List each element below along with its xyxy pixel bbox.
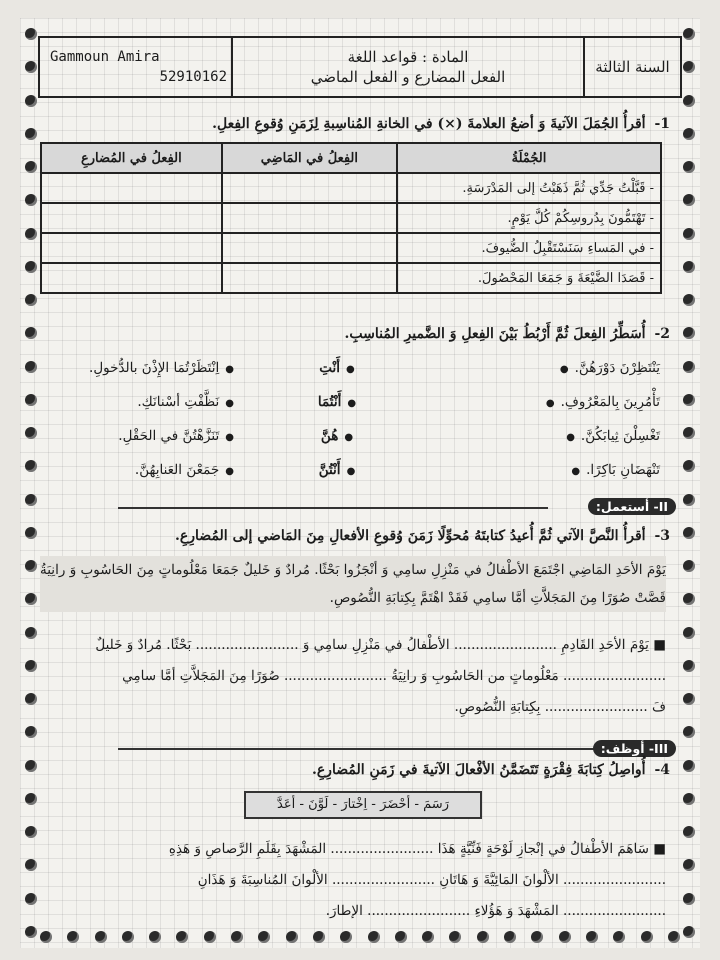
header-student-cell — [40, 38, 231, 96]
present-answer-cell[interactable] — [41, 173, 222, 203]
verb-item-right: جَمَعْنَ العَنابِهُنَّ. — [134, 462, 220, 478]
decorative-dot-border-bottom — [40, 928, 680, 946]
present-answer-cell[interactable] — [41, 233, 222, 263]
match-dot-icon[interactable]: ● — [225, 466, 234, 477]
topic-label: الفعل المضارع و الفعل الماضي — [310, 68, 506, 86]
pronoun-item: أَنْتِ — [319, 360, 341, 376]
sentence-cell: - قَصَدَا الضَّيْعَةَ وَ جَمَعَا المَحْصُولَ. — [397, 263, 661, 293]
past-answer-cell[interactable] — [222, 233, 397, 263]
present-answer-cell[interactable] — [41, 203, 222, 233]
match-dot-icon[interactable]: ● — [559, 364, 569, 375]
q1-text: أقرأُ الجُمَلَ الآتيةَ وَ أضعُ العلامةَ (×) في الخانةِ المُناسِبةِ لِزَمَنِ وُقوعِ الفِعلِ. — [212, 116, 646, 132]
match-dot-icon[interactable]: ● — [225, 432, 234, 443]
header-subject-cell — [231, 38, 583, 96]
match-dot-icon[interactable]: ● — [346, 364, 355, 375]
student-number: 52910162 — [159, 69, 227, 85]
section-3-heading — [593, 738, 676, 758]
q3-answer-lines — [40, 630, 666, 723]
pronoun-item: أَنْتُمَا — [317, 394, 342, 410]
match-dot-icon[interactable]: ● — [225, 364, 234, 375]
match-row — [40, 360, 660, 390]
q1-header-sentence: الجُمْلَةُ — [397, 143, 661, 173]
pronoun-item: هُنَّ — [320, 428, 339, 444]
q3-number: 3- — [654, 528, 670, 544]
match-dot-icon[interactable]: ● — [225, 398, 234, 409]
match-dot-icon[interactable]: ● — [545, 398, 555, 409]
verb-item-right: تَنَزَّهْتُنَّ في الحَقْلِ. — [118, 428, 220, 444]
verb-item-right: اِنْتَظَرْتُمَا الإِذْنَ بالدُّخولِ. — [89, 360, 220, 376]
student-name: Gammoun Amira — [50, 49, 160, 65]
table-row — [41, 233, 661, 263]
q3-text: أقرأُ النَّصَّ الآتي ثُمَّ أُعيدُ كتابتَهُ مُحوِّلًا زَمَنَ وُقوعِ الأفعالِ مِنَ المَاضي إلى المُضارِعِ. — [175, 528, 646, 544]
q1-instruction — [212, 116, 670, 132]
section-divider — [118, 507, 548, 509]
present-answer-cell[interactable] — [41, 263, 222, 293]
q1-table — [40, 142, 662, 294]
match-row — [40, 428, 660, 458]
match-dot-icon[interactable]: ● — [344, 432, 354, 443]
q2-instruction — [345, 326, 670, 342]
match-row — [40, 462, 660, 492]
decorative-dot-border-right — [680, 28, 698, 938]
subject-label: المادة : قواعد اللغة — [347, 48, 469, 66]
q4-answer-line[interactable]: ........................ الألْوانَ المَائِيَّةَ وَ هَاتَانِ ........................ الألْوانَ المُناسِبَةَ وَ هَذَانِ — [197, 872, 666, 888]
section-divider — [118, 748, 598, 750]
match-row — [40, 394, 660, 424]
sentence-cell: - قَبَّلْتُ جَدِّي ثُمَّ ذَهَبْتُ إلى المَدْرَسَةِ. — [397, 173, 661, 203]
pronoun-item: أَنْتُنَّ — [318, 462, 341, 478]
table-row — [41, 173, 661, 203]
match-dot-icon[interactable]: ● — [571, 466, 581, 477]
past-answer-cell[interactable] — [222, 173, 397, 203]
q3-passage: يَوْمَ الأحَدِ المَاضِي اجْتَمَعَ الأطْفالُ في مَنْزِلِ سامِي وَ أنْجَزُوا بَحْثًا. مُرادٌ وَ خَليلٌ جَمَعَا مَعْلُوماتٍ مِنَ الحَاسُوبِ وَ رانِيَةُ قَصَّتْ صُوَرًا مِنَ المَجَلاَّتِ أمَّا سامِي فَقَدْ اهْتَمَّ بِكِتابَةِ النُّصُوصِ. — [40, 556, 666, 612]
grade-label: السنة الثالثة — [595, 58, 670, 76]
q2-matching-exercise — [40, 356, 660, 496]
q4-answer-line[interactable]: ■ سَاهَمَ الأطْفالُ في إنْجازِ لَوْحَةٍ فَنِّيَّةٍ هَذَا ........................ المَشْهَدَ بِقَلَمِ الرَّصاصِ وَ هَذِهِ — [168, 841, 666, 857]
worksheet-header — [38, 36, 682, 98]
verb-item-left: يَنْتَظِرْنَ دَوْرَهُنَّ. — [574, 360, 660, 376]
verb-item-left: تَغْسِلْنَ ثِيابَكُنَّ. — [580, 428, 660, 444]
q4-answer-lines — [40, 834, 666, 927]
section-3-badge: III- أوظف: — [593, 740, 676, 757]
header-grade-cell — [583, 38, 680, 96]
q2-text: أُسَطِّرُ الفِعلَ ثُمَّ أَرْبُطُ بَيْنَ الفِعلِ وَ الضَّميرِ المُناسِبِ. — [344, 326, 646, 342]
match-dot-icon[interactable]: ● — [346, 466, 356, 477]
q4-number: 4- — [654, 762, 670, 778]
q4-verb-box: رَسَمَ - أحْضَرَ - اِخْتارَ - لَوَّنَ - أعَدَّ — [244, 791, 482, 819]
q3-instruction — [175, 528, 670, 544]
q4-text: أُواصِلُ كِتابَةَ فِقْرَةٍ تَتَضَمَّنُ الأفْعالَ الآتيةَ في زَمَنِ المُضارِعِ. — [311, 762, 646, 778]
q3-answer-line[interactable]: ........................ مَعْلُوماتٍ من الحَاسُوبِ وَ رانِيَةُ ........................ صُوَرًا مِنَ المَجَلاَّتِ أمَّا سامِي — [122, 668, 666, 684]
sentence-cell: - في المَساءِ سَنَسْتَقْبِلُ الضُّيوفَ. — [397, 233, 661, 263]
q4-instruction — [312, 762, 670, 778]
verb-item-left: تَنْهَضَانِ بَاكِرًا. — [586, 462, 660, 478]
past-answer-cell[interactable] — [222, 203, 397, 233]
match-dot-icon[interactable]: ● — [566, 432, 575, 443]
past-answer-cell[interactable] — [222, 263, 397, 293]
table-row — [41, 203, 661, 233]
q1-number: 1- — [654, 116, 670, 132]
q2-number: 2- — [654, 326, 670, 342]
q1-header-past: الفِعلُ في المَاضِي — [222, 143, 397, 173]
verb-item-right: نَظَّفْتِ أسْنانَكِ. — [137, 394, 220, 410]
sentence-cell: - تَهْتَمُّونَ بِدُروسِكُمْ كُلَّ يَوْمٍ. — [397, 203, 661, 233]
section-2-heading — [588, 496, 676, 516]
q4-answer-line[interactable]: ........................ المَشْهَدَ وَ هَؤُلاءِ ........................ الإطارَ. — [325, 903, 666, 919]
section-2-badge: II- أستعمل: — [588, 498, 676, 515]
match-dot-icon[interactable]: ● — [347, 398, 357, 409]
decorative-dot-border-left — [22, 28, 40, 938]
table-row — [41, 263, 661, 293]
q3-answer-line[interactable]: ■ يَوْمَ الأحَدِ القَادِمِ ........................ الأطْفالُ في مَنْزِلِ سامِي وَ ........................ بَحْثًا. مُرادٌ وَ خَليلٌ — [95, 637, 666, 653]
q3-answer-line[interactable]: فَ ........................ بِكِتابَةِ النُّصُوصِ. — [454, 699, 666, 715]
q1-header-present: الفِعلُ في المُضارعِ — [41, 143, 222, 173]
verb-item-left: تَأْمُرِينَ بِالمَعْرُوفِ. — [560, 394, 660, 410]
